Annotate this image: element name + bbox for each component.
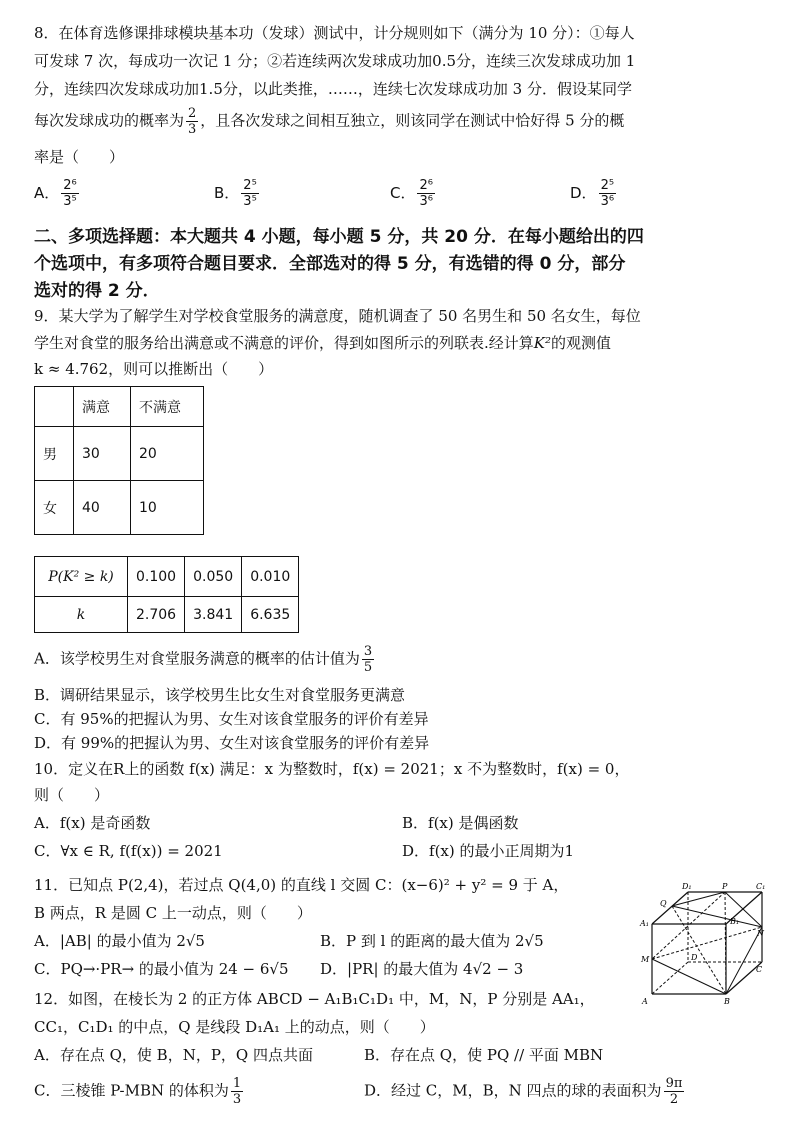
q12-option-c-num: 1 bbox=[232, 1076, 242, 1091]
contingency-cell: 20 bbox=[131, 427, 204, 481]
q12-line1: 12．如图，在棱长为 2 的正方体 ABCD − A₁B₁C₁D₁ 中，M，N，P 分别是 AA₁， bbox=[34, 990, 595, 1008]
q8-option-c-num: 2⁶ bbox=[419, 178, 433, 193]
contingency-header-satisfied: 满意 bbox=[74, 387, 131, 427]
section2-line3: 选对的得 2 分． bbox=[34, 281, 160, 301]
q9-line2a: 学生对食堂的服务给出满意或不满意的评价，得到如图所示的列联表.经计算 bbox=[34, 334, 534, 352]
q8-option-a-label: A． bbox=[34, 184, 60, 202]
label-c: C bbox=[756, 965, 763, 974]
section2-line1: 二、多项选择题：本大题共 4 小题，每小题 5 分，共 20 分．在每小题给出的四 bbox=[34, 227, 644, 247]
label-q: Q bbox=[660, 899, 667, 908]
q9-option-a bbox=[34, 644, 376, 675]
contingency-row-label: 女 bbox=[35, 481, 74, 535]
q8-option-a-num: 2⁶ bbox=[63, 178, 77, 193]
q12-option-a: A．存在点 Q，使 B，N，P，Q 四点共面 bbox=[34, 1046, 313, 1064]
critical-k-label: k bbox=[35, 597, 128, 633]
q9-option-b: B．调研结果显示，该学校男生比女生对食堂服务更满意 bbox=[34, 686, 406, 704]
q10-line1: 10．定义在R上的函数 f(x) 满足：x 为整数时，f(x) = 2021；x 不为整数时，f(x) = 0， bbox=[34, 760, 630, 778]
label-n: N bbox=[757, 929, 764, 938]
q8-option-d-den: 3⁶ bbox=[600, 194, 615, 209]
q8-option-b-num: 2⁵ bbox=[243, 178, 257, 193]
table-row bbox=[35, 481, 204, 535]
label-c1: C₁ bbox=[756, 882, 766, 891]
q11-option-c: C．PQ→·PR→ 的最小值为 24 − 6√5 bbox=[34, 960, 289, 978]
contingency-header-corner bbox=[35, 387, 74, 427]
q11-option-b: B．P 到 l 的距离的最大值为 2√5 bbox=[320, 932, 544, 950]
critical-cell: 6.635 bbox=[242, 597, 299, 633]
q11-line2: B 两点，R 是圆 C 上一动点，则（ ） bbox=[34, 904, 312, 922]
label-b1: B₁ bbox=[730, 917, 740, 926]
contingency-header-row bbox=[35, 387, 204, 427]
q8-option-a-den: 3⁵ bbox=[63, 194, 77, 209]
q12-option-c bbox=[34, 1076, 245, 1107]
q8-option-a bbox=[34, 178, 81, 209]
q8-option-d-label: D． bbox=[570, 184, 597, 202]
segment-mn bbox=[652, 927, 762, 959]
cube-figure bbox=[638, 880, 766, 1008]
label-b: B bbox=[724, 997, 730, 1006]
q12-option-d-den: 2 bbox=[669, 1092, 679, 1107]
q9-line2b: 的观测值 bbox=[551, 334, 612, 352]
table-row bbox=[35, 427, 204, 481]
q9-option-c: C．有 95%的把握认为男、女生对该食堂服务的评价有差异 bbox=[34, 710, 429, 728]
critical-value-table bbox=[34, 556, 299, 633]
label-p: P bbox=[722, 882, 728, 891]
q8-line4 bbox=[34, 106, 624, 137]
q12-option-c-fraction bbox=[231, 1076, 243, 1107]
q9-line1: 9．某大学为了解学生对学校食堂服务的满意度，随机调查了 50 名男生和 50 名女生，每位 bbox=[34, 307, 641, 325]
q8-option-d bbox=[570, 178, 618, 209]
label-d: D bbox=[691, 953, 698, 962]
q10-option-a: A．f(x) 是奇函数 bbox=[34, 814, 151, 832]
q10-option-d: D．f(x) 的最小正周期为1 bbox=[402, 842, 575, 860]
q9-option-a-fraction bbox=[362, 644, 374, 675]
q8-line2: 可发球 7 次，每成功一次记 1 分；②若连续两次发球成功加0.5分，连续三次发球成功加 1 bbox=[34, 52, 636, 70]
q9-line2 bbox=[34, 330, 611, 356]
q10-option-b: B．f(x) 是偶函数 bbox=[402, 814, 519, 832]
contingency-row-label: 男 bbox=[35, 427, 74, 481]
cube-edge-da bbox=[652, 962, 688, 994]
q8-line4a: 每次发球成功的概率为 bbox=[34, 111, 185, 130]
q9-option-a-den: 5 bbox=[363, 660, 373, 675]
q8-option-a-fraction bbox=[61, 178, 78, 209]
q8-line4b: ，且各次发球之间相互独立，则该同学在测试中恰好得 5 分的概 bbox=[200, 111, 625, 130]
q12-option-b: B．存在点 Q，使 PQ // 平面 MBN bbox=[364, 1046, 604, 1064]
critical-cell: 0.010 bbox=[242, 557, 299, 597]
q8-prob-num: 2 bbox=[188, 106, 197, 121]
q8-option-d-num: 2⁵ bbox=[600, 178, 615, 193]
q8-line1: 8．在体育选修课排球模块基本功（发球）测试中，计分规则如下（满分为 10 分）：①每人 bbox=[34, 24, 635, 42]
label-a1: A₁ bbox=[640, 919, 649, 928]
q8-option-c-den: 3⁶ bbox=[419, 194, 433, 209]
q8-line5: 率是（ ） bbox=[34, 148, 125, 166]
q12-line2: CC₁，C₁D₁ 的中点，Q 是线段 D₁A₁ 上的动点，则（ ） bbox=[34, 1018, 435, 1036]
q9-k2: K² bbox=[533, 334, 552, 352]
contingency-cell: 40 bbox=[74, 481, 131, 535]
q12-option-c-text: C．三棱锥 P-MBN 的体积为 bbox=[34, 1081, 229, 1100]
q12-option-d-fraction bbox=[664, 1076, 685, 1107]
q8-option-d-fraction bbox=[599, 178, 616, 209]
q10-line2: 则（ ） bbox=[34, 786, 110, 804]
critical-cell: 3.841 bbox=[185, 597, 242, 633]
label-a: A bbox=[642, 997, 648, 1006]
label-m: M bbox=[641, 955, 650, 964]
table-row bbox=[35, 557, 299, 597]
q9-option-d: D．有 99%的把握认为男、女生对该食堂服务的评价有差异 bbox=[34, 734, 430, 752]
contingency-cell: 30 bbox=[74, 427, 131, 481]
q11-option-d: D．|PR| 的最大值为 4√2 − 3 bbox=[320, 960, 524, 978]
critical-cell: 0.100 bbox=[128, 557, 185, 597]
q8-prob-den: 3 bbox=[188, 122, 197, 137]
q9-line3: k ≈ 4.762，则可以推断出（ ） bbox=[34, 360, 274, 378]
q11-option-a: A．|AB| 的最小值为 2√5 bbox=[34, 932, 205, 950]
q8-prob-fraction bbox=[186, 106, 198, 137]
q11-line1: 11．已知点 P(2,4)，若过点 Q(4,0) 的直线 l 交圆 C：(x−6)² + y² = 9 于 A， bbox=[34, 876, 569, 894]
section2-line2: 个选项中，有多项符合题目要求．全部选对的得 5 分，有选错的得 0 分，部分 bbox=[34, 254, 626, 274]
q12-option-d bbox=[364, 1076, 686, 1107]
label-d1: D₁ bbox=[682, 882, 692, 891]
q8-option-c-fraction bbox=[417, 178, 434, 209]
contingency-header-unsatisfied: 不满意 bbox=[131, 387, 204, 427]
q8-option-c bbox=[390, 178, 437, 209]
contingency-cell: 10 bbox=[131, 481, 204, 535]
q10-option-c: C．∀x ∈ R, f(f(x)) = 2021 bbox=[34, 842, 223, 860]
contingency-table bbox=[34, 386, 204, 535]
critical-p-label: P(K² ≥ k) bbox=[35, 557, 128, 597]
q9-option-a-text: A．该学校男生对食堂服务满意的概率的估计值为 bbox=[34, 649, 360, 668]
q12-option-d-num: 9π bbox=[665, 1076, 683, 1091]
q9-option-a-num: 3 bbox=[363, 644, 373, 659]
q8-option-b-label: B． bbox=[214, 184, 240, 202]
q8-option-b-fraction bbox=[241, 178, 258, 209]
critical-cell: 2.706 bbox=[128, 597, 185, 633]
critical-cell: 0.050 bbox=[185, 557, 242, 597]
q12-option-c-den: 3 bbox=[232, 1092, 242, 1107]
segment-pb bbox=[725, 892, 726, 994]
q8-option-b-den: 3⁵ bbox=[243, 194, 257, 209]
q8-option-c-label: C． bbox=[390, 184, 416, 202]
table-row bbox=[35, 597, 299, 633]
q8-line3: 分，连续四次发球成功加1.5分，以此类推，……，连续七次发球成功加 3 分．假设某同学 bbox=[34, 80, 632, 98]
q8-option-b bbox=[214, 178, 261, 209]
q12-option-d-text: D．经过 C，M，B，N 四点的球的表面积为 bbox=[364, 1081, 662, 1100]
